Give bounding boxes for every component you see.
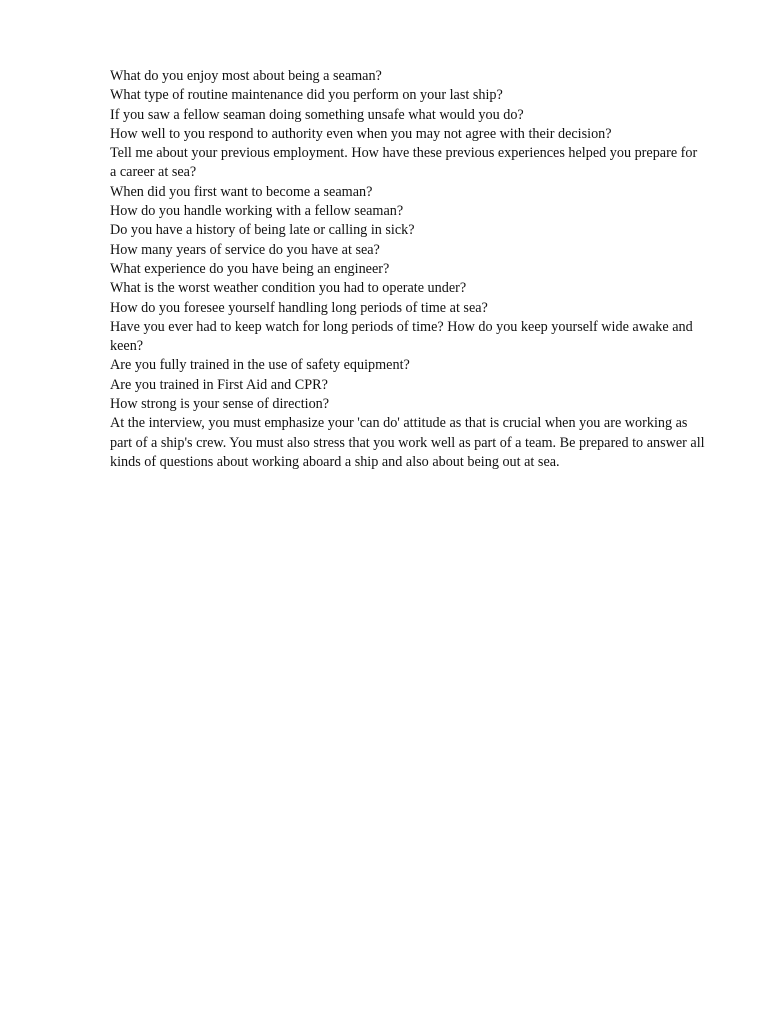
question-line: How do you handle working with a fellow seaman? — [110, 203, 404, 220]
question-line: What type of routine maintenance did you perform on your last ship? — [110, 87, 503, 104]
question-line: How do you foresee yourself handling long periods of time at sea? — [110, 299, 488, 316]
question-line: When did you first want to become a seaman? — [110, 183, 373, 200]
question-line: How well to you respond to authority even when you may not agree with their decision? — [110, 125, 612, 142]
document-body — [110, 67, 705, 472]
question-line: What is the worst weather condition you had to operate under? — [110, 280, 467, 297]
question-line: Do you have a history of being late or calling in sick? — [110, 222, 415, 239]
question-line: What experience do you have being an engineer? — [110, 260, 390, 277]
closing-paragraph: At the interview, you must emphasize your 'can do' attitude as that is crucial when you are working as part of a ship's crew. You must also stress that you work well as part of a team. Be prepared to answer all kinds of questions about working aboard a ship and also about being out at sea. — [110, 415, 705, 470]
question-line: How strong is your sense of direction? — [110, 396, 330, 413]
question-line: If you saw a fellow seaman doing something unsafe what would you do? — [110, 106, 524, 123]
question-line: How many years of service do you have at sea? — [110, 241, 380, 258]
question-line: Are you fully trained in the use of safety equipment? — [110, 357, 410, 374]
question-line: What do you enjoy most about being a seaman? — [110, 68, 382, 84]
question-line: Have you ever had to keep watch for long periods of time? How do you keep yourself wide awake and keen? — [110, 318, 693, 355]
question-line: Are you trained in First Aid and CPR? — [110, 376, 328, 393]
question-line: Tell me about your previous employment. How have these previous experiences helped you prepare for a career at sea? — [110, 145, 698, 181]
